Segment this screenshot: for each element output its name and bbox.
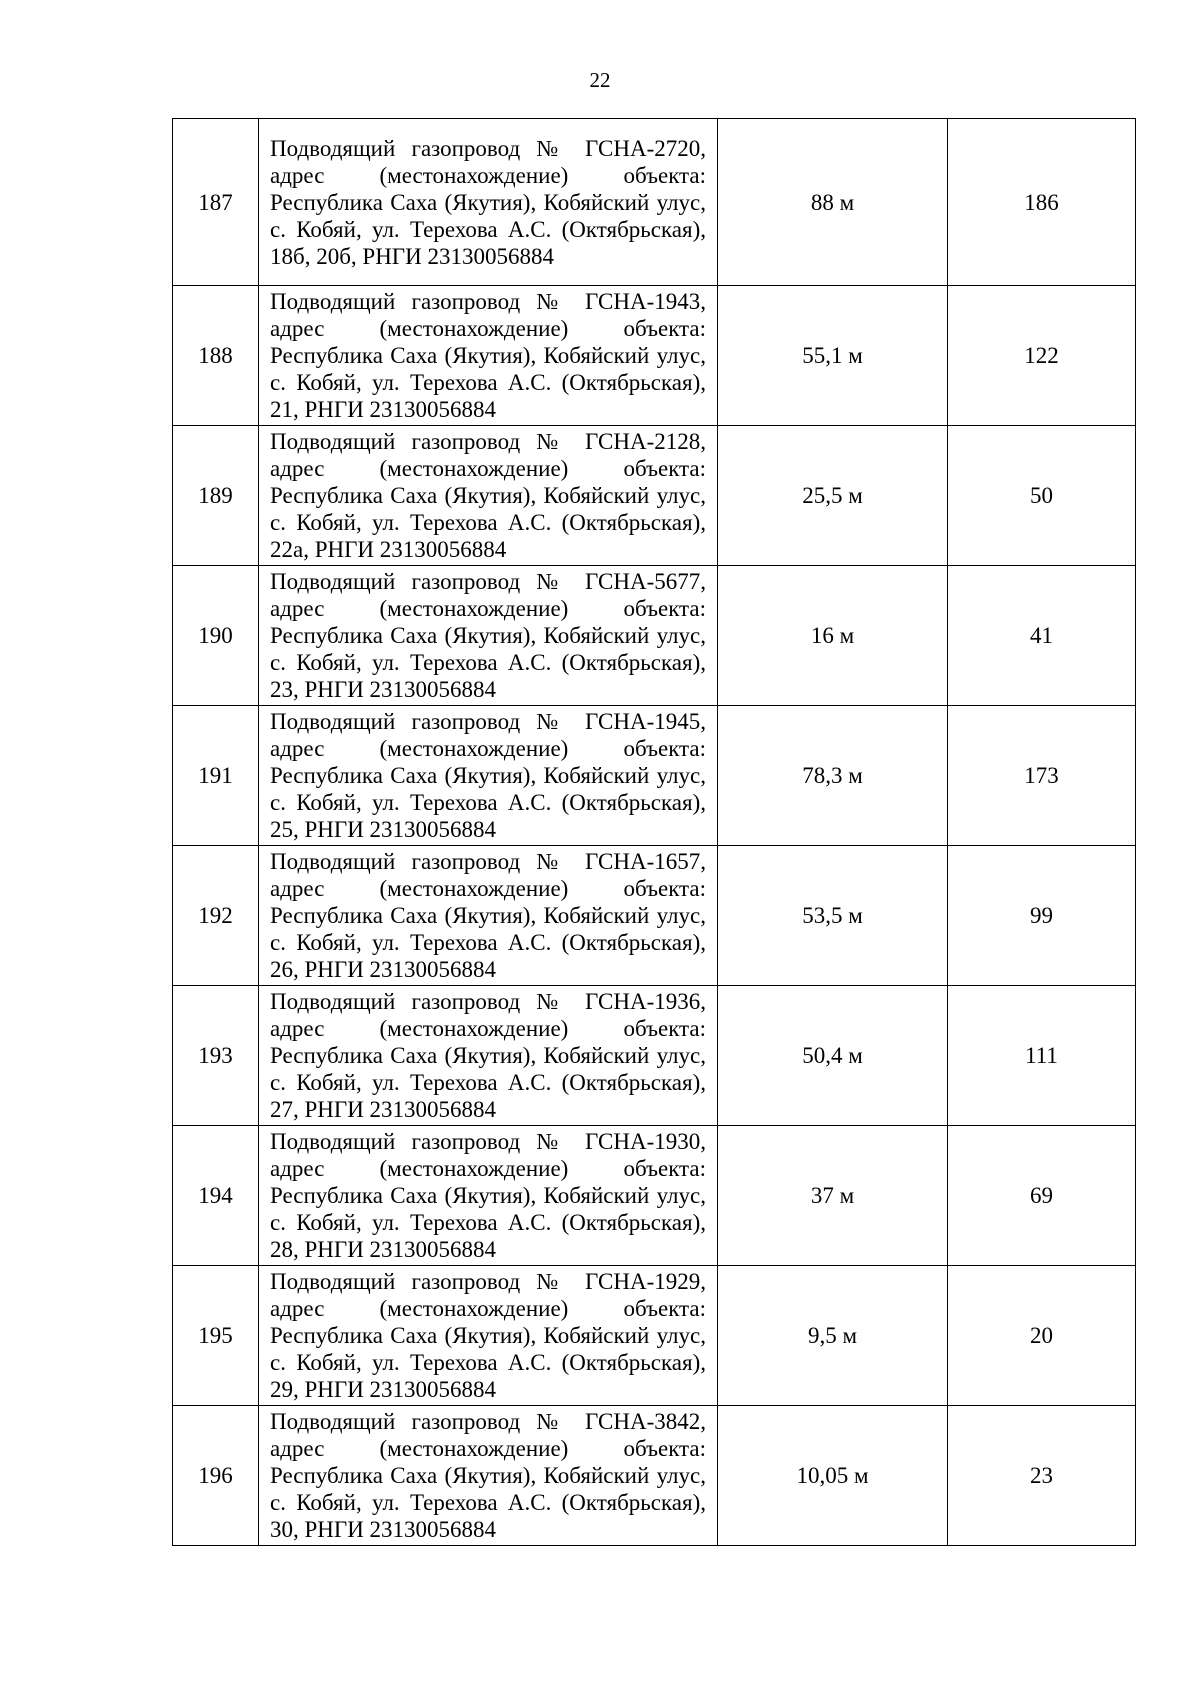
table-row [173, 1266, 1136, 1406]
length-cell: 25,5 м [718, 426, 948, 566]
page-number: 22 [589, 68, 611, 92]
row-number-cell: 194 [173, 1126, 259, 1266]
length-cell: 37 м [718, 1126, 948, 1266]
length-cell: 10,05 м [718, 1406, 948, 1546]
description-cell: Подводящий газопровод № ГСНА-1657, адрес (местонахождение) объекта: Республика Саха (Якутия), Кобяйский улус, с. Кобяй, ул. Терехова А.С. (Октябрьская), 26, РНГИ 23130056884 [259, 846, 718, 986]
row-number-cell: 193 [173, 986, 259, 1126]
area-cell: 186 [948, 119, 1136, 286]
row-number-cell: 192 [173, 846, 259, 986]
table-row [173, 119, 1136, 286]
description-cell: Подводящий газопровод № ГСНА-5677, адрес (местонахождение) объекта: Республика Саха (Якутия), Кобяйский улус, с. Кобяй, ул. Терехова А.С. (Октябрьская), 23, РНГИ 23130056884 [259, 566, 718, 706]
table-row [173, 566, 1136, 706]
description-cell: Подводящий газопровод № ГСНА-1943, адрес (местонахождение) объекта: Республика Саха (Якутия), Кобяйский улус, с. Кобяй, ул. Терехова А.С. (Октябрьская), 21, РНГИ 23130056884 [259, 286, 718, 426]
area-cell: 173 [948, 706, 1136, 846]
length-cell: 53,5 м [718, 846, 948, 986]
table-row [173, 1406, 1136, 1546]
area-cell: 20 [948, 1266, 1136, 1406]
row-number-cell: 188 [173, 286, 259, 426]
table-row [173, 986, 1136, 1126]
row-number-cell: 191 [173, 706, 259, 846]
area-cell: 99 [948, 846, 1136, 986]
description-cell: Подводящий газопровод № ГСНА-1929, адрес (местонахождение) объекта: Республика Саха (Якутия), Кобяйский улус, с. Кобяй, ул. Терехова А.С. (Октябрьская), 29, РНГИ 23130056884 [259, 1266, 718, 1406]
area-cell: 50 [948, 426, 1136, 566]
row-number-cell: 190 [173, 566, 259, 706]
length-cell: 88 м [718, 119, 948, 286]
row-number-cell: 195 [173, 1266, 259, 1406]
length-cell: 9,5 м [718, 1266, 948, 1406]
description-cell: Подводящий газопровод № ГСНА-1945, адрес (местонахождение) объекта: Республика Саха (Якутия), Кобяйский улус, с. Кобяй, ул. Терехова А.С. (Октябрьская), 25, РНГИ 23130056884 [259, 706, 718, 846]
pipeline-registry-table [172, 118, 1136, 1546]
description-cell: Подводящий газопровод № ГСНА-3842, адрес (местонахождение) объекта: Республика Саха (Якутия), Кобяйский улус, с. Кобяй, ул. Терехова А.С. (Октябрьская), 30, РНГИ 23130056884 [259, 1406, 718, 1546]
area-cell: 23 [948, 1406, 1136, 1546]
area-cell: 41 [948, 566, 1136, 706]
description-cell: Подводящий газопровод № ГСНА-1936, адрес (местонахождение) объекта: Республика Саха (Якутия), Кобяйский улус, с. Кобяй, ул. Терехова А.С. (Октябрьская), 27, РНГИ 23130056884 [259, 986, 718, 1126]
description-cell: Подводящий газопровод № ГСНА-2128, адрес (местонахождение) объекта: Республика Саха (Якутия), Кобяйский улус, с. Кобяй, ул. Терехова А.С. (Октябрьская), 22а, РНГИ 23130056884 [259, 426, 718, 566]
area-cell: 111 [948, 986, 1136, 1126]
table-row [173, 706, 1136, 846]
length-cell: 16 м [718, 566, 948, 706]
table-row [173, 426, 1136, 566]
row-number-cell: 196 [173, 1406, 259, 1546]
length-cell: 55,1 м [718, 286, 948, 426]
table-row [173, 846, 1136, 986]
area-cell: 69 [948, 1126, 1136, 1266]
length-cell: 50,4 м [718, 986, 948, 1126]
description-cell: Подводящий газопровод № ГСНА-1930, адрес (местонахождение) объекта: Республика Саха (Якутия), Кобяйский улус, с. Кобяй, ул. Терехова А.С. (Октябрьская), 28, РНГИ 23130056884 [259, 1126, 718, 1266]
description-cell: Подводящий газопровод № ГСНА-2720, адрес (местонахождение) объекта: Республика Саха (Якутия), Кобяйский улус, с. Кобяй, ул. Терехова А.С. (Октябрьская), 18б, 20б, РНГИ 23130056884 [259, 119, 718, 286]
row-number-cell: 187 [173, 119, 259, 286]
row-number-cell: 189 [173, 426, 259, 566]
area-cell: 122 [948, 286, 1136, 426]
length-cell: 78,3 м [718, 706, 948, 846]
table-row [173, 286, 1136, 426]
table-row [173, 1126, 1136, 1266]
